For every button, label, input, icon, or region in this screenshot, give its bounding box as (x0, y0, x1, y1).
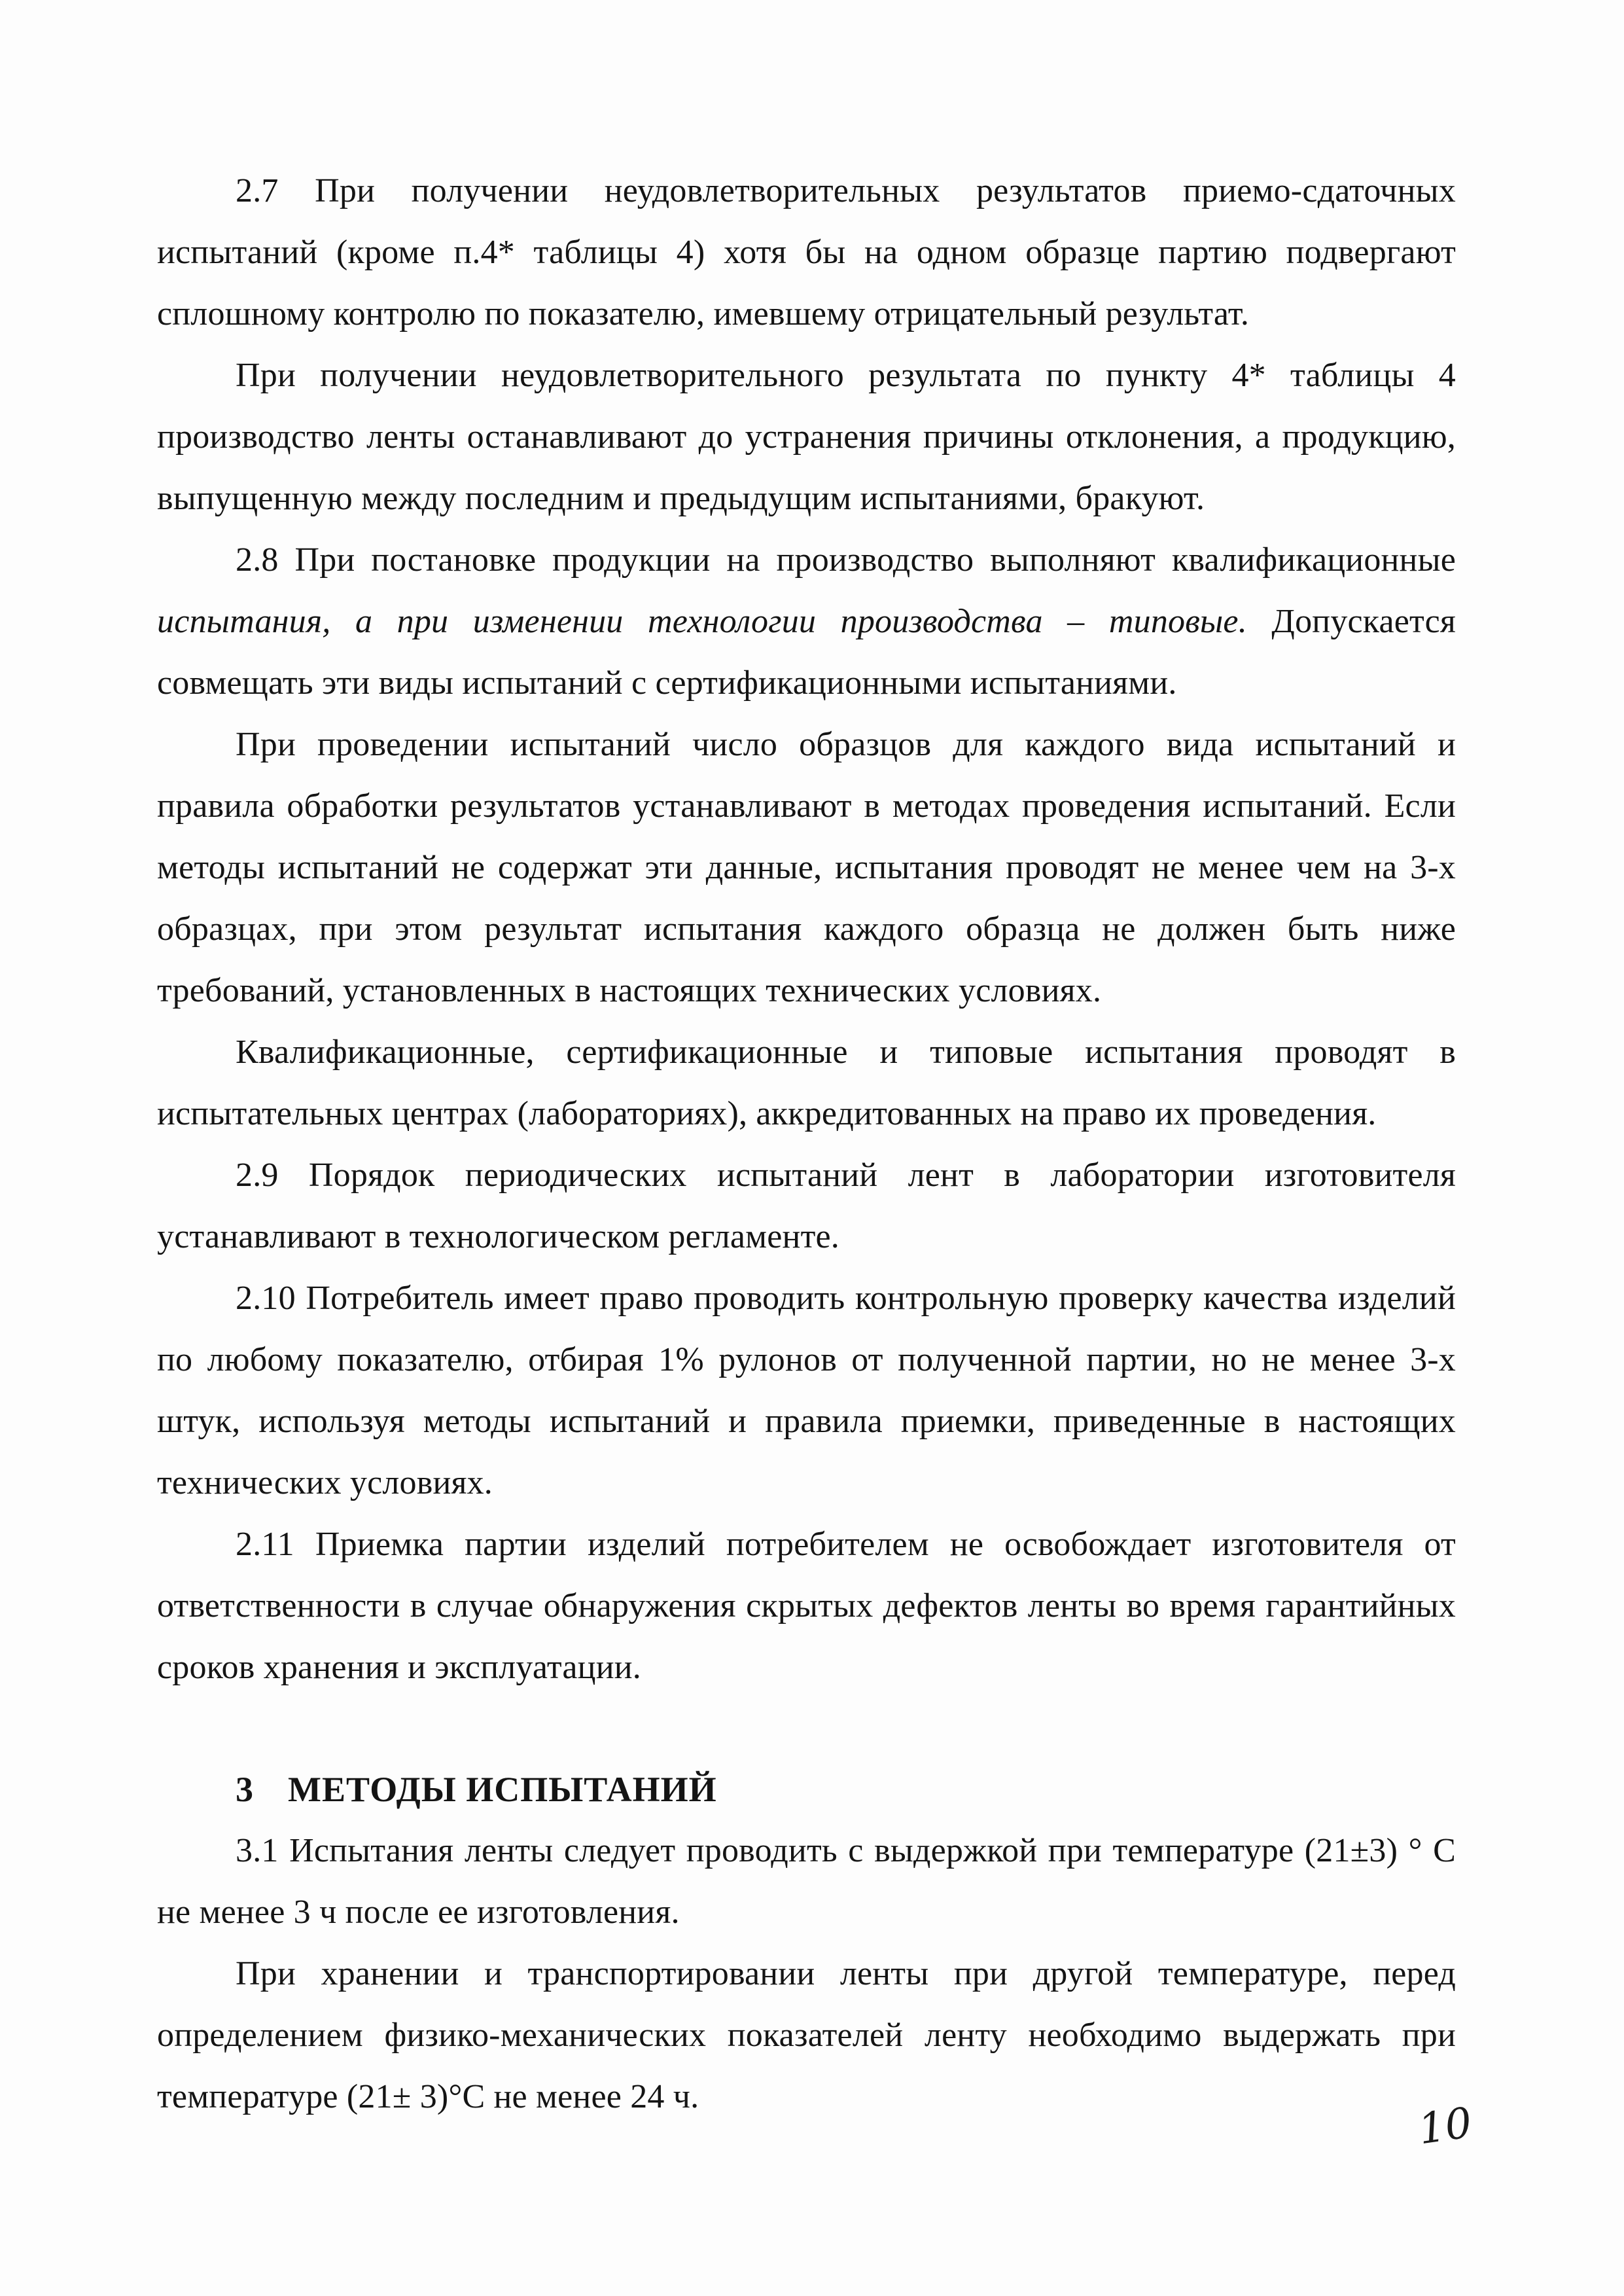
spacer (157, 1698, 1456, 1759)
paragraph-2-8 (157, 529, 1456, 714)
paragraph-2-10: 2.10 Потребитель имеет право проводить контрольную проверку качества изделий по любому показателю, отбирая 1% рулонов от полученной партии, но не менее 3-х штук, используя методы испытаний и правила приемки, приведенные в настоящих технических условиях. (157, 1280, 1456, 1501)
paragraph-2-11: 2.11 Приемка партии изделий потребителем не освобождает изготовителя от ответственности в случае обнаружения скрытых дефектов ленты во время гарантийных сроков хранения и эксплуатации. (157, 1526, 1456, 1686)
paragraph-2-8-part-a: 2.8 При постановке продукции на производство выполняют квалификационные (236, 541, 1456, 579)
paragraph-2-8-italic: испытания, а при изменении технологии производства – типовые. (157, 603, 1247, 640)
paragraph-labs: Квалификационные, сертификационные и типовые испытания проводят в испытательных центрах (лабораториях), аккредитованных на право их проведения. (157, 1033, 1456, 1132)
paragraph-2-7-continued: При получении неудовлетворительного результата по пункту 4* таблицы 4 производство ленты останавливают до устранения причины отклонения, а продукцию, выпущенную между последним и предыдущим испытаниями, бракуют. (157, 357, 1456, 517)
section-title: МЕТОДЫ ИСПЫТАНИЙ (288, 1770, 717, 1809)
paragraph-samples: При проведении испытаний число образцов для каждого вида испытаний и правила обработки результатов устанавливают в методах проведения испытаний. Если методы испытаний не содержат эти данные, испытания проводят не менее чем на 3-х образцах, при этом результат испытания каждого образца не должен быть ниже требований, установленных в настоящих технических условиях. (157, 726, 1456, 1009)
page-number: 10 (1415, 2098, 1475, 2155)
paragraph-3-1: 3.1 Испытания ленты следует проводить с выдержкой при температуре (21±3) ° С не менее 3 ч после ее изготовления. (157, 1832, 1456, 1931)
paragraph-2-9: 2.9 Порядок периодических испытаний лент в лаборатории изготовителя устанавливают в технологическом регламенте. (157, 1157, 1456, 1255)
paragraph-storage: При хранении и транспортировании ленты при другой температуре, перед определением физико-механических показателей ленту необходимо выдержать при температуре (21± 3)°С не менее 24 ч. (157, 1955, 1456, 2115)
paragraph-2-8-part-c: Допускается совмещать эти виды испытаний с сертификационными испытаниями. (157, 603, 1456, 702)
section-heading (157, 1759, 1456, 1820)
body-text (157, 160, 1456, 2128)
paragraph-2-7: 2.7 При получении неудовлетворительных результатов приемо-сдаточных испытаний (кроме п.4* таблицы 4) хотя бы на одном образце партию подвергают сплошному контролю по показателю, имевшему отрицательный результат. (157, 172, 1456, 332)
section-number: 3 (236, 1770, 254, 1809)
